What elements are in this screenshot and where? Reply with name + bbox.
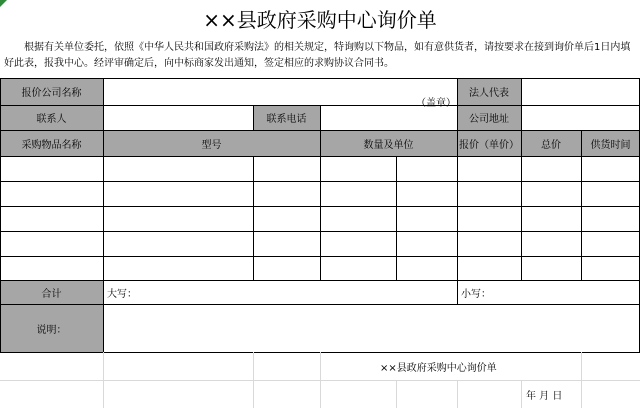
footer-org: ××县政府采购中心询价单 [380, 362, 497, 374]
col-unit-price: 报价（单价） [457, 130, 521, 156]
footer-date: 年 月 日 [526, 390, 563, 402]
col-delivery-time: 供货时间 [581, 130, 640, 156]
remarks-label: 说明： [0, 304, 103, 352]
intro-paragraph: 根据有关单位委托，依照《中华人民共和国政府采购法》的相关规定，特询购以下物品，如有意供货者，请按要求在接到询价单后1日内填好此表，报我中心。经评审确定后，向中标商家发出通知，签定相应的求购协议合同书。 [4, 42, 631, 69]
col-model: 型号 [103, 130, 320, 156]
phone-label: 联系电话 [253, 105, 320, 130]
seal-label: （盖章） [416, 98, 456, 109]
total-label: 合计 [0, 280, 103, 304]
col-total-price: 总价 [521, 130, 581, 156]
company-name-label: 报价公司名称 [0, 78, 103, 105]
col-quantity-unit: 数量及单位 [320, 130, 457, 156]
contact-label: 联系人 [0, 105, 103, 130]
lowercase-total-label: 小写： [461, 288, 491, 300]
uppercase-total-label: 大写： [107, 288, 137, 300]
col-item-name: 采购物品名称 [0, 130, 103, 156]
page-title: ××县政府采购中心询价单 [203, 8, 437, 32]
legal-rep-label: 法人代表 [457, 78, 521, 105]
address-label: 公司地址 [457, 105, 521, 130]
